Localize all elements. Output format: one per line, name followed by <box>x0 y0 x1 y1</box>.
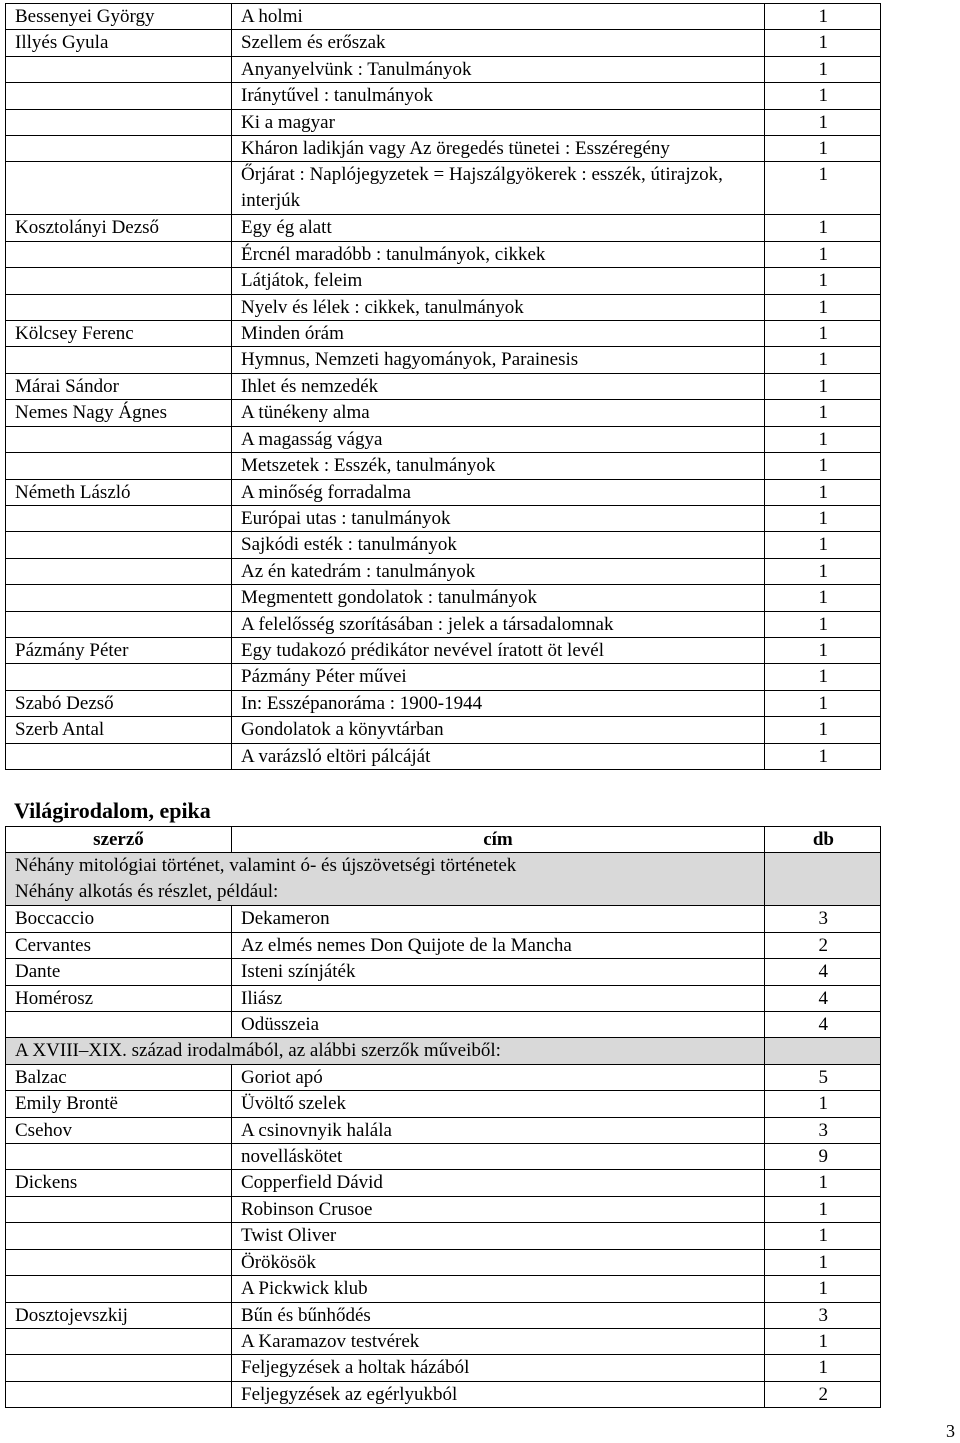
author-cell: Bessenyei György <box>6 4 232 30</box>
table-row <box>6 906 881 932</box>
author-cell <box>6 1355 232 1381</box>
table-row <box>6 585 881 611</box>
count-cell: 1 <box>765 1328 881 1354</box>
count-cell: 1 <box>765 294 881 320</box>
author-cell: Szerb Antal <box>6 717 232 743</box>
author-cell <box>6 1012 232 1038</box>
count-cell: 1 <box>765 505 881 531</box>
title-cell: Ihlet és nemzedék <box>232 373 765 399</box>
title-cell: Hymnus, Nemzeti hagyományok, Parainesis <box>232 347 765 373</box>
title-cell: Feljegyzések az egérlyukból <box>232 1381 765 1407</box>
title-cell: novelláskötet <box>232 1144 765 1170</box>
group-note-row <box>6 1038 881 1064</box>
count-cell: 1 <box>765 30 881 56</box>
count-cell: 1 <box>765 1355 881 1381</box>
count-cell: 1 <box>765 479 881 505</box>
author-cell: Dickens <box>6 1170 232 1196</box>
title-cell: Robinson Crusoe <box>232 1196 765 1222</box>
count-cell: 1 <box>765 717 881 743</box>
author-cell <box>6 558 232 584</box>
book-table-body <box>6 853 881 1408</box>
table-row <box>6 136 881 162</box>
title-cell: Bűn és bűnhődés <box>232 1302 765 1328</box>
author-cell <box>6 1276 232 1302</box>
count-cell: 1 <box>765 453 881 479</box>
table-header-row <box>6 827 881 853</box>
author-cell <box>6 453 232 479</box>
title-cell: A minőség forradalma <box>232 479 765 505</box>
count-cell: 1 <box>765 162 881 215</box>
count-cell: 9 <box>765 1144 881 1170</box>
table-row <box>6 532 881 558</box>
author-cell <box>6 611 232 637</box>
title-cell: Az elmés nemes Don Quijote de la Mancha <box>232 932 765 958</box>
table-row <box>6 1328 881 1354</box>
group-note-cell: A XVIII–XIX. század irodalmából, az alábbi szerzők műveiből: <box>6 1038 765 1064</box>
table-row <box>6 4 881 30</box>
author-cell <box>6 294 232 320</box>
table-row <box>6 56 881 82</box>
title-cell: Iliász <box>232 985 765 1011</box>
title-cell: In: Esszépanoráma : 1900-1944 <box>232 690 765 716</box>
count-cell: 1 <box>765 1170 881 1196</box>
title-cell: Egy tudakozó prédikátor nevével íratott öt levél <box>232 637 765 663</box>
title-cell: Üvöltő szelek <box>232 1091 765 1117</box>
title-cell: Látjátok, feleim <box>232 268 765 294</box>
table-row <box>6 959 881 985</box>
author-cell <box>6 664 232 690</box>
title-cell: Twist Oliver <box>232 1223 765 1249</box>
table-row <box>6 426 881 452</box>
table-row <box>6 321 881 347</box>
author-cell <box>6 532 232 558</box>
table-row <box>6 717 881 743</box>
title-cell: Minden órám <box>232 321 765 347</box>
count-cell: 2 <box>765 932 881 958</box>
count-cell: 1 <box>765 321 881 347</box>
title-cell: Iránytűvel : tanulmányok <box>232 83 765 109</box>
count-cell: 3 <box>765 906 881 932</box>
author-cell <box>6 743 232 769</box>
header-count: db <box>765 827 881 853</box>
table-row <box>6 373 881 399</box>
table-row <box>6 505 881 531</box>
title-cell: Goriot apó <box>232 1064 765 1090</box>
table-row <box>6 479 881 505</box>
author-cell: Emily Brontë <box>6 1091 232 1117</box>
count-cell: 1 <box>765 56 881 82</box>
title-cell: A Karamazov testvérek <box>232 1328 765 1354</box>
title-cell: Örökösök <box>232 1249 765 1275</box>
book-table-world-literature <box>5 826 881 1408</box>
title-cell: A tünékeny alma <box>232 400 765 426</box>
author-cell <box>6 241 232 267</box>
title-cell: Dekameron <box>232 906 765 932</box>
table-row <box>6 1276 881 1302</box>
count-cell: 5 <box>765 1064 881 1090</box>
count-cell: 1 <box>765 347 881 373</box>
count-cell: 4 <box>765 959 881 985</box>
count-cell: 1 <box>765 1091 881 1117</box>
author-cell: Szabó Dezső <box>6 690 232 716</box>
author-cell: Homérosz <box>6 985 232 1011</box>
title-cell: Szellem és erőszak <box>232 30 765 56</box>
title-cell: Sajkódi esték : tanulmányok <box>232 532 765 558</box>
page-number: 3 <box>946 1421 955 1441</box>
author-cell <box>6 585 232 611</box>
title-cell: Gondolatok a könyvtárban <box>232 717 765 743</box>
author-cell: Boccaccio <box>6 906 232 932</box>
author-cell <box>6 56 232 82</box>
author-cell: Dosztojevszkij <box>6 1302 232 1328</box>
group-note-cell <box>6 853 765 906</box>
count-cell: 1 <box>765 637 881 663</box>
table-row <box>6 637 881 663</box>
table-row <box>6 985 881 1011</box>
count-cell: 1 <box>765 241 881 267</box>
count-cell: 1 <box>765 558 881 584</box>
title-cell: Őrjárat : Naplójegyzetek = Hajszálgyökerek : esszék, útirajzok, interjúk <box>232 162 765 215</box>
title-cell: A holmi <box>232 4 765 30</box>
table-row <box>6 1144 881 1170</box>
author-cell <box>6 1196 232 1222</box>
count-cell: 1 <box>765 1276 881 1302</box>
author-cell <box>6 83 232 109</box>
author-cell: Kölcsey Ferenc <box>6 321 232 347</box>
count-cell: 4 <box>765 985 881 1011</box>
group-note-line: Néhány alkotás és részlet, például: <box>15 881 279 903</box>
count-cell: 1 <box>765 585 881 611</box>
table-row <box>6 1170 881 1196</box>
table-row <box>6 558 881 584</box>
count-cell: 1 <box>765 1249 881 1275</box>
author-cell <box>6 268 232 294</box>
author-cell: Németh László <box>6 479 232 505</box>
table-row <box>6 1012 881 1038</box>
title-cell: Isteni színjáték <box>232 959 765 985</box>
author-cell: Cervantes <box>6 932 232 958</box>
table-row <box>6 690 881 716</box>
count-cell: 1 <box>765 83 881 109</box>
count-cell: 1 <box>765 611 881 637</box>
count-cell: 1 <box>765 690 881 716</box>
count-cell: 1 <box>765 109 881 135</box>
table-row <box>6 1381 881 1407</box>
title-cell: Anyanyelvünk : Tanulmányok <box>232 56 765 82</box>
table-row <box>6 1302 881 1328</box>
table-row <box>6 162 881 215</box>
title-cell: A varázsló eltöri pálcáját <box>232 743 765 769</box>
count-cell: 3 <box>765 1117 881 1143</box>
count-cell: 1 <box>765 215 881 241</box>
title-cell: Copperfield Dávid <box>232 1170 765 1196</box>
book-table-body <box>6 4 881 770</box>
group-note-count <box>765 853 881 906</box>
title-cell: Metszetek : Esszék, tanulmányok <box>232 453 765 479</box>
table-row <box>6 932 881 958</box>
author-cell <box>6 136 232 162</box>
table-row <box>6 1249 881 1275</box>
author-cell: Nemes Nagy Ágnes <box>6 400 232 426</box>
author-cell: Dante <box>6 959 232 985</box>
title-cell: Ércnél maradóbb : tanulmányok, cikkek <box>232 241 765 267</box>
title-cell: Az én katedrám : tanulmányok <box>232 558 765 584</box>
title-cell: A felelősség szorításában : jelek a társadalomnak <box>232 611 765 637</box>
author-cell: Balzac <box>6 1064 232 1090</box>
count-cell: 1 <box>765 373 881 399</box>
title-cell: Nyelv és lélek : cikkek, tanulmányok <box>232 294 765 320</box>
title-cell: Megmentett gondolatok : tanulmányok <box>232 585 765 611</box>
count-cell: 1 <box>765 400 881 426</box>
table-row <box>6 664 881 690</box>
author-cell: Márai Sándor <box>6 373 232 399</box>
group-note-count <box>765 1038 881 1064</box>
group-note-row <box>6 853 881 906</box>
table-row <box>6 611 881 637</box>
author-cell <box>6 1144 232 1170</box>
table-row <box>6 268 881 294</box>
title-cell: A csinovnyik halála <box>232 1117 765 1143</box>
count-cell: 1 <box>765 664 881 690</box>
table-row <box>6 215 881 241</box>
author-cell: Illyés Gyula <box>6 30 232 56</box>
author-cell <box>6 1381 232 1407</box>
table-row <box>6 1091 881 1117</box>
title-cell: A Pickwick klub <box>232 1276 765 1302</box>
table-row <box>6 347 881 373</box>
count-cell: 1 <box>765 1196 881 1222</box>
author-cell: Kosztolányi Dezső <box>6 215 232 241</box>
title-cell: Európai utas : tanulmányok <box>232 505 765 531</box>
book-table-hungarian-essays <box>5 3 881 770</box>
author-cell <box>6 109 232 135</box>
table-row <box>6 400 881 426</box>
title-cell: Ki a magyar <box>232 109 765 135</box>
table-row <box>6 30 881 56</box>
header-author: szerző <box>6 827 232 853</box>
count-cell: 1 <box>765 268 881 294</box>
author-cell: Csehov <box>6 1117 232 1143</box>
section-title: Világirodalom, epika <box>14 798 211 823</box>
title-cell: Odüsszeia <box>232 1012 765 1038</box>
author-cell <box>6 162 232 215</box>
table-row <box>6 1355 881 1381</box>
title-cell: Kháron ladikján vagy Az öregedés tünetei : Esszéregény <box>232 136 765 162</box>
table-row <box>6 83 881 109</box>
count-cell: 1 <box>765 1223 881 1249</box>
group-note-line: Néhány mitológiai történet, valamint ó- és újszövetségi történetek <box>15 855 517 877</box>
table-row <box>6 1117 881 1143</box>
table-row <box>6 453 881 479</box>
table-row <box>6 743 881 769</box>
count-cell: 1 <box>765 532 881 558</box>
table-row <box>6 241 881 267</box>
author-cell <box>6 426 232 452</box>
author-cell <box>6 1223 232 1249</box>
title-cell: Pázmány Péter művei <box>232 664 765 690</box>
author-cell <box>6 1249 232 1275</box>
header-title: cím <box>232 827 765 853</box>
count-cell: 4 <box>765 1012 881 1038</box>
count-cell: 1 <box>765 743 881 769</box>
count-cell: 1 <box>765 4 881 30</box>
count-cell: 1 <box>765 136 881 162</box>
author-cell <box>6 1328 232 1354</box>
author-cell: Pázmány Péter <box>6 637 232 663</box>
title-cell: Feljegyzések a holtak házából <box>232 1355 765 1381</box>
title-cell: A magasság vágya <box>232 426 765 452</box>
table-row <box>6 109 881 135</box>
title-cell: Egy ég alatt <box>232 215 765 241</box>
table-row <box>6 294 881 320</box>
table-row <box>6 1196 881 1222</box>
table-row <box>6 1223 881 1249</box>
count-cell: 1 <box>765 426 881 452</box>
count-cell: 2 <box>765 1381 881 1407</box>
author-cell <box>6 347 232 373</box>
count-cell: 3 <box>765 1302 881 1328</box>
table-row <box>6 1064 881 1090</box>
author-cell <box>6 505 232 531</box>
